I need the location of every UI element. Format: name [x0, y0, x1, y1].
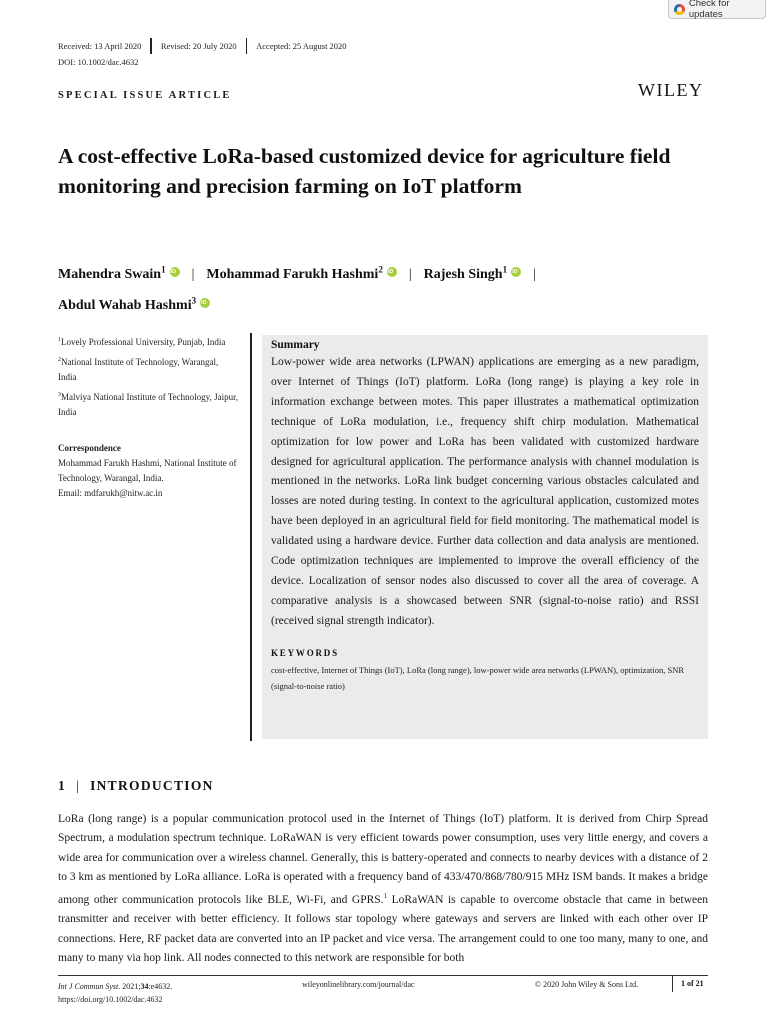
author-affiliation-mark: 2	[378, 264, 383, 274]
date-divider	[150, 38, 152, 54]
author-list	[58, 256, 698, 319]
keywords-heading: KEYWORDS	[271, 647, 339, 658]
affiliation-text: Malviya National Institute of Technology, Jaipur, India	[58, 392, 238, 417]
author-affiliation-mark: 1	[161, 264, 166, 274]
footer-doi-link[interactable]: https://doi.org/10.1002/dac.4632	[58, 995, 163, 1004]
accepted-date: Accepted: 25 August 2020	[256, 41, 347, 51]
author-separator: |	[408, 266, 412, 282]
crossmark-icon	[674, 4, 685, 15]
introduction-text	[58, 810, 708, 968]
section-title: INTRODUCTION	[90, 778, 214, 793]
author-name: Mohammad Farukh Hashmi	[206, 266, 379, 282]
author-separator: |	[533, 266, 536, 282]
correspondence	[58, 441, 243, 501]
correspondence-heading: Correspondence	[58, 443, 121, 453]
check-for-updates-label: Check for updates	[688, 0, 730, 20]
journal-volume: 34	[140, 982, 149, 991]
affiliation-mark: 2	[58, 357, 61, 363]
author[interactable]	[58, 295, 210, 314]
article-type: SPECIAL ISSUE ARTICLE	[58, 90, 232, 101]
section-heading	[58, 778, 214, 794]
summary-heading: Summary	[271, 339, 320, 351]
journal-name: Int J Commun Syst.	[58, 982, 121, 991]
section-separator: |	[76, 778, 81, 793]
affiliation	[58, 333, 238, 350]
footer-citation	[58, 980, 172, 1006]
orcid-icon[interactable]	[200, 298, 210, 308]
affiliation-mark: 3	[58, 392, 61, 398]
date-divider	[246, 38, 248, 54]
author-separator: |	[191, 266, 195, 282]
revised-date: Revised: 20 July 2020	[160, 41, 237, 51]
affiliation	[58, 388, 238, 420]
summary-box	[262, 335, 708, 739]
author-name: Abdul Wahab Hashmi	[58, 298, 192, 314]
affiliation-text: Lovely Professional University, Punjab, India	[61, 337, 226, 347]
journal-website-link[interactable]: wileyonlinelibrary.com/journal/dac	[302, 980, 415, 989]
affiliation	[58, 353, 238, 385]
orcid-icon[interactable]	[387, 267, 397, 277]
intro-paragraph-part: LoRa (long range) is a popular communication protocol used in the Internet of Things (IoT) platform. It is derived from Chirp Spread Spectrum, a modulation spectrum technique. LoRaWAN is very efficient towards power consumption, uses very little energy, and covers a wide area for communication over a wireless channel. Generally, this is battery-operated and connects to nearby devices with a distance of 2 to 3 km as mentioned by LoRa alliance. LoRa is operated with a frequency band of 433/470/868/780/915 MHz ISM bands. It makes a bridge among other communication protocols like BLE, Wi-Fi, and GPRS.	[58, 813, 708, 907]
doi: DOI: 10.1002/dac.4632	[58, 57, 139, 67]
affiliation-mark: 1	[58, 337, 61, 343]
page-number: 1 of 21	[672, 976, 704, 992]
author-affiliation-mark: 1	[502, 264, 508, 274]
author[interactable]	[58, 264, 180, 282]
received-date: Received: 13 April 2020	[58, 41, 142, 51]
article-dates	[58, 38, 347, 54]
correspondence-email[interactable]: Email: mdfarukh@nitw.ac.in	[58, 488, 163, 498]
orcid-icon[interactable]	[170, 267, 180, 277]
affiliations	[58, 333, 238, 423]
affiliation-text: National Institute of Technology, Warangal, India	[58, 357, 219, 382]
keywords-text: cost-effective, Internet of Things (IoT), LoRa (long range), low-power wide area networks (LPWAN), optimization, SNR (signal-to-noise ratio)	[271, 664, 684, 691]
check-for-updates-button[interactable]	[668, 0, 766, 19]
column-divider	[250, 333, 252, 741]
author-name: Mahendra Swain	[58, 266, 162, 282]
author-name: Rajesh Singh	[423, 266, 503, 282]
footer-rule	[58, 975, 708, 976]
correspondence-text: Mohammad Farukh Hashmi, National Institute of Technology, Warangal, India.	[58, 458, 237, 483]
orcid-icon[interactable]	[511, 267, 521, 277]
paper-title: A cost-effective LoRa-based customized device for agriculture field monitoring and precision farming on IoT platform	[58, 144, 671, 198]
author-affiliation-mark: 3	[191, 295, 197, 306]
journal-year: 2021;	[120, 982, 141, 991]
intro-paragraph-part: LoRaWAN is capable to overcome obstacle that came in between transmitter and receiver with better efficiency. It follows star topology where gateways and servers are linked with each other over IP connections. Here, RF packet data are converted into an IP packet and vice versa. The arrangement could to one too many, many to one, and many to many via hop link. All nodes connected to this network are responsible for both	[58, 894, 708, 964]
copyright: © 2020 John Wiley & Sons Ltd.	[535, 980, 639, 989]
summary-text: Low-power wide area networks (LPWAN) applications are emerging as a new paradigm, over Internet of Things (IoT) platform. LoRa (long range) is playing a key role in information exchange between motes. This paper illustrates a mathematical optimization technique of LoRa modulation, i.e., frequency shift chirp modulation. Mathematical optimization for low power and LoRa has been validated with customized hardware designed for agricultural application. The performance analysis with channel modulation is mentioned in the networks. LoRa link budget concerning various obstacles calculated and losses are noted during testing. In context to the agricultural application, customized motes have been deployed in an agricultural field for field monitoring. The mathematical model is validated using a hardware device. Further data collection and data analysis are mentioned. Code optimization techniques are implemented to improve the overall efficiency of the device. Localization of sensor nodes also discussed to cover all the area of coverage. A comparative analysis is a showcased between SNR (signal-to-noise ratio) and RSSI (received signal strength indicator).	[271, 356, 699, 627]
journal-article: :e4632.	[148, 982, 173, 991]
publisher-logo: WILEY	[638, 80, 704, 100]
author[interactable]	[206, 264, 396, 282]
author[interactable]	[423, 264, 521, 282]
section-number: 1	[58, 778, 67, 793]
reference-link[interactable]: 1	[383, 892, 388, 901]
